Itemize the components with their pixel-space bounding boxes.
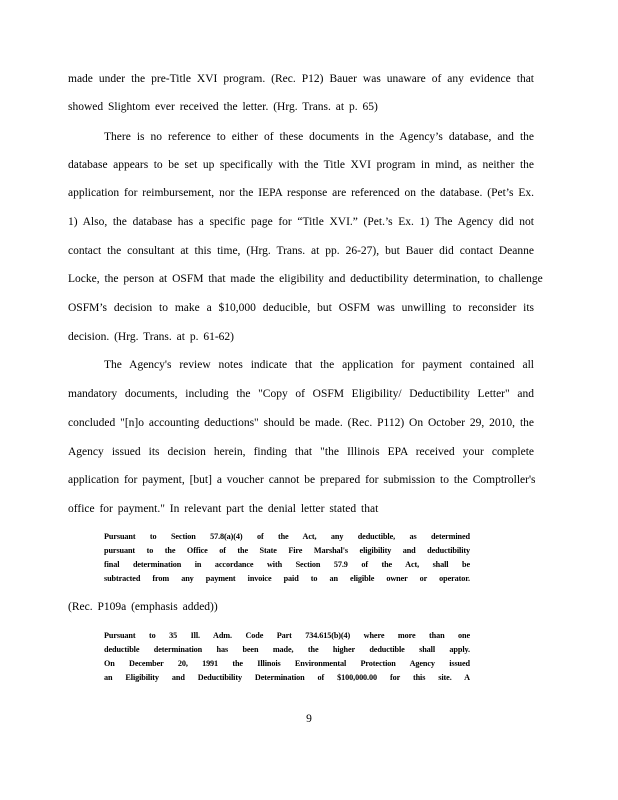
page-number: 9 [306,713,312,725]
body-line: 1) Also, the database has a specific page for “Title XVI.” (Pet.’s Ex. 1) The Agency did not [68,216,534,228]
body-line: made under the pre-Title XVI program. (Rec. P12) Bauer was unaware of any evidence that [68,73,534,85]
body-line: showed Slightom ever received the letter. (Hrg. Trans. at p. 65) [68,101,378,113]
body-line: The Agency's review notes indicate that the application for payment contained all [104,359,534,371]
block-quote-line: pursuant to the Office of the State Fire Marshal's eligibility and deductibility [104,546,470,555]
block-quote-line: subtracted from any payment invoice paid to an eligible owner or operator. [104,574,470,583]
body-line: application for reimbursement, nor the IEPA response are referenced on the database. (Pet’s Ex. [68,187,534,199]
body-line: Locke, the person at OSFM that made the eligibility and deductibility determination, to challenge [68,273,543,285]
block-quote-line: Pursuant to 35 Ill. Adm. Code Part 734.615(b)(4) where more than one [104,631,470,640]
block-quote-line: Pursuant to Section 57.8(a)(4) of the Act, any deductible, as determined [104,532,470,541]
citation: (Rec. P109a (emphasis added)) [68,601,218,613]
body-line: contact the consultant at this time, (Hrg. Trans. at pp. 26-27), but Bauer did contact Deanne [68,245,534,257]
body-line: decision. (Hrg. Trans. at p. 61-62) [68,331,234,343]
block-quote-line: an Eligibility and Deductibility Determination of $100,000.00 for this site. A [104,673,470,682]
body-line: Agency issued its decision herein, finding that "the Illinois EPA received your complete [68,446,534,458]
block-quote-line: deductible determination has been made, the higher deductible shall apply. [104,645,470,654]
block-quote-line: final determination in accordance with Section 57.9 of the Act, shall be [104,560,470,569]
body-line: database appears to be set up specifically with the Title XVI program in mind, as neither the [68,159,534,171]
body-line: office for payment." In relevant part the denial letter stated that [68,503,379,515]
body-line: concluded "[n]o accounting deductions" should be made. (Rec. P112) On October 29, 2010, the [68,417,534,429]
body-line: mandatory documents, including the "Copy of OSFM Eligibility/ Deductibility Letter" and [68,388,534,400]
body-line: application for payment, [but] a voucher cannot be prepared for submission to the Comptroller's [68,474,536,486]
block-quote-line: On December 20, 1991 the Illinois Environmental Protection Agency issued [104,659,470,668]
body-line: There is no reference to either of these documents in the Agency’s database, and the [104,131,534,143]
body-line: OSFM’s decision to make a $10,000 deducible, but OSFM was unwilling to reconsider its [68,302,534,314]
